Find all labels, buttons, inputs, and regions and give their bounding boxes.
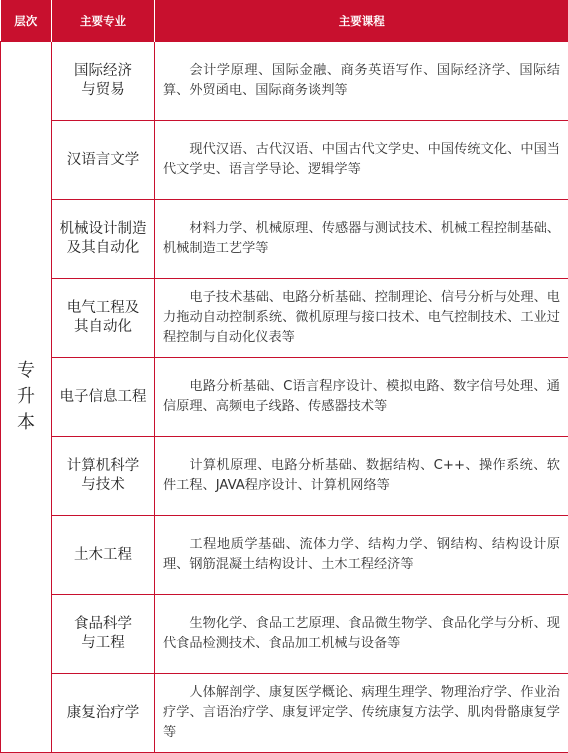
table-row [1, 674, 568, 753]
course-list: 生物化学、食品工艺原理、食品微生物学、食品化学与分析、现代食品检测技术、食品加工机械与设备等 [163, 614, 560, 654]
courses-cell [155, 358, 568, 437]
major-cell [52, 279, 155, 358]
courses-cell [155, 200, 568, 279]
course-list: 电路分析基础、C语言程序设计、模拟电路、数字信号处理、通信原理、高频电子线路、传感器技术等 [163, 377, 560, 417]
level-char: 升 [1, 384, 51, 410]
major-name: 食品科学 与工程 [56, 615, 150, 653]
major-cell [52, 437, 155, 516]
courses-cell [155, 279, 568, 358]
courses-cell [155, 595, 568, 674]
course-list: 会计学原理、国际金融、商务英语写作、国际经济学、国际结算、外贸函电、国际商务谈判等 [163, 61, 560, 101]
table-row [1, 516, 568, 595]
level-char: 专 [1, 358, 51, 384]
courses-cell [155, 121, 568, 200]
major-cell [52, 200, 155, 279]
course-list: 工程地质学基础、流体力学、结构力学、钢结构、结构设计原理、钢筋混凝土结构设计、土木工程经济等 [163, 535, 560, 575]
courses-cell [155, 437, 568, 516]
header-courses: 主要课程 [155, 0, 568, 42]
table-row [1, 358, 568, 437]
major-name: 机械设计制造 及其自动化 [56, 220, 150, 258]
major-name: 土木工程 [56, 546, 150, 565]
major-cell [52, 121, 155, 200]
table-row [1, 42, 568, 121]
major-name: 电子信息工程 [56, 388, 150, 407]
header-level: 层次 [1, 0, 52, 42]
major-cell [52, 516, 155, 595]
courses-cell [155, 42, 568, 121]
table-header [1, 0, 568, 42]
courses-cell [155, 674, 568, 753]
table-row [1, 279, 568, 358]
table-row [1, 200, 568, 279]
major-cell [52, 595, 155, 674]
major-name: 汉语言文学 [56, 151, 150, 170]
major-name: 电气工程及 其自动化 [56, 299, 150, 337]
level-char: 本 [1, 410, 51, 436]
major-cell [52, 358, 155, 437]
table-row [1, 595, 568, 674]
major-name: 康复治疗学 [56, 704, 150, 723]
level-cell [1, 42, 52, 753]
course-list: 材料力学、机械原理、传感器与测试技术、机械工程控制基础、机械制造工艺学等 [163, 219, 560, 259]
course-list: 现代汉语、古代汉语、中国古代文学史、中国传统文化、中国当代文学史、语言学导论、逻辑学等 [163, 140, 560, 180]
courses-cell [155, 516, 568, 595]
table-row [1, 437, 568, 516]
table-row [1, 121, 568, 200]
major-cell [52, 42, 155, 121]
course-list: 人体解剖学、康复医学概论、病理生理学、物理治疗学、作业治疗学、言语治疗学、康复评定学、传统康复方法学、肌肉骨骼康复学等 [163, 683, 560, 743]
header-major: 主要专业 [52, 0, 155, 42]
course-list: 计算机原理、电路分析基础、数据结构、C++、操作系统、软件工程、JAVA程序设计、计算机网络等 [163, 456, 560, 496]
major-name: 国际经济 与贸易 [56, 62, 150, 100]
course-list: 电子技术基础、电路分析基础、控制理论、信号分析与处理、电力拖动自动控制系统、微机原理与接口技术、电气控制技术、工业过程控制与自动化仪表等 [163, 288, 560, 348]
major-name: 计算机科学 与技术 [56, 457, 150, 495]
major-cell [52, 674, 155, 753]
